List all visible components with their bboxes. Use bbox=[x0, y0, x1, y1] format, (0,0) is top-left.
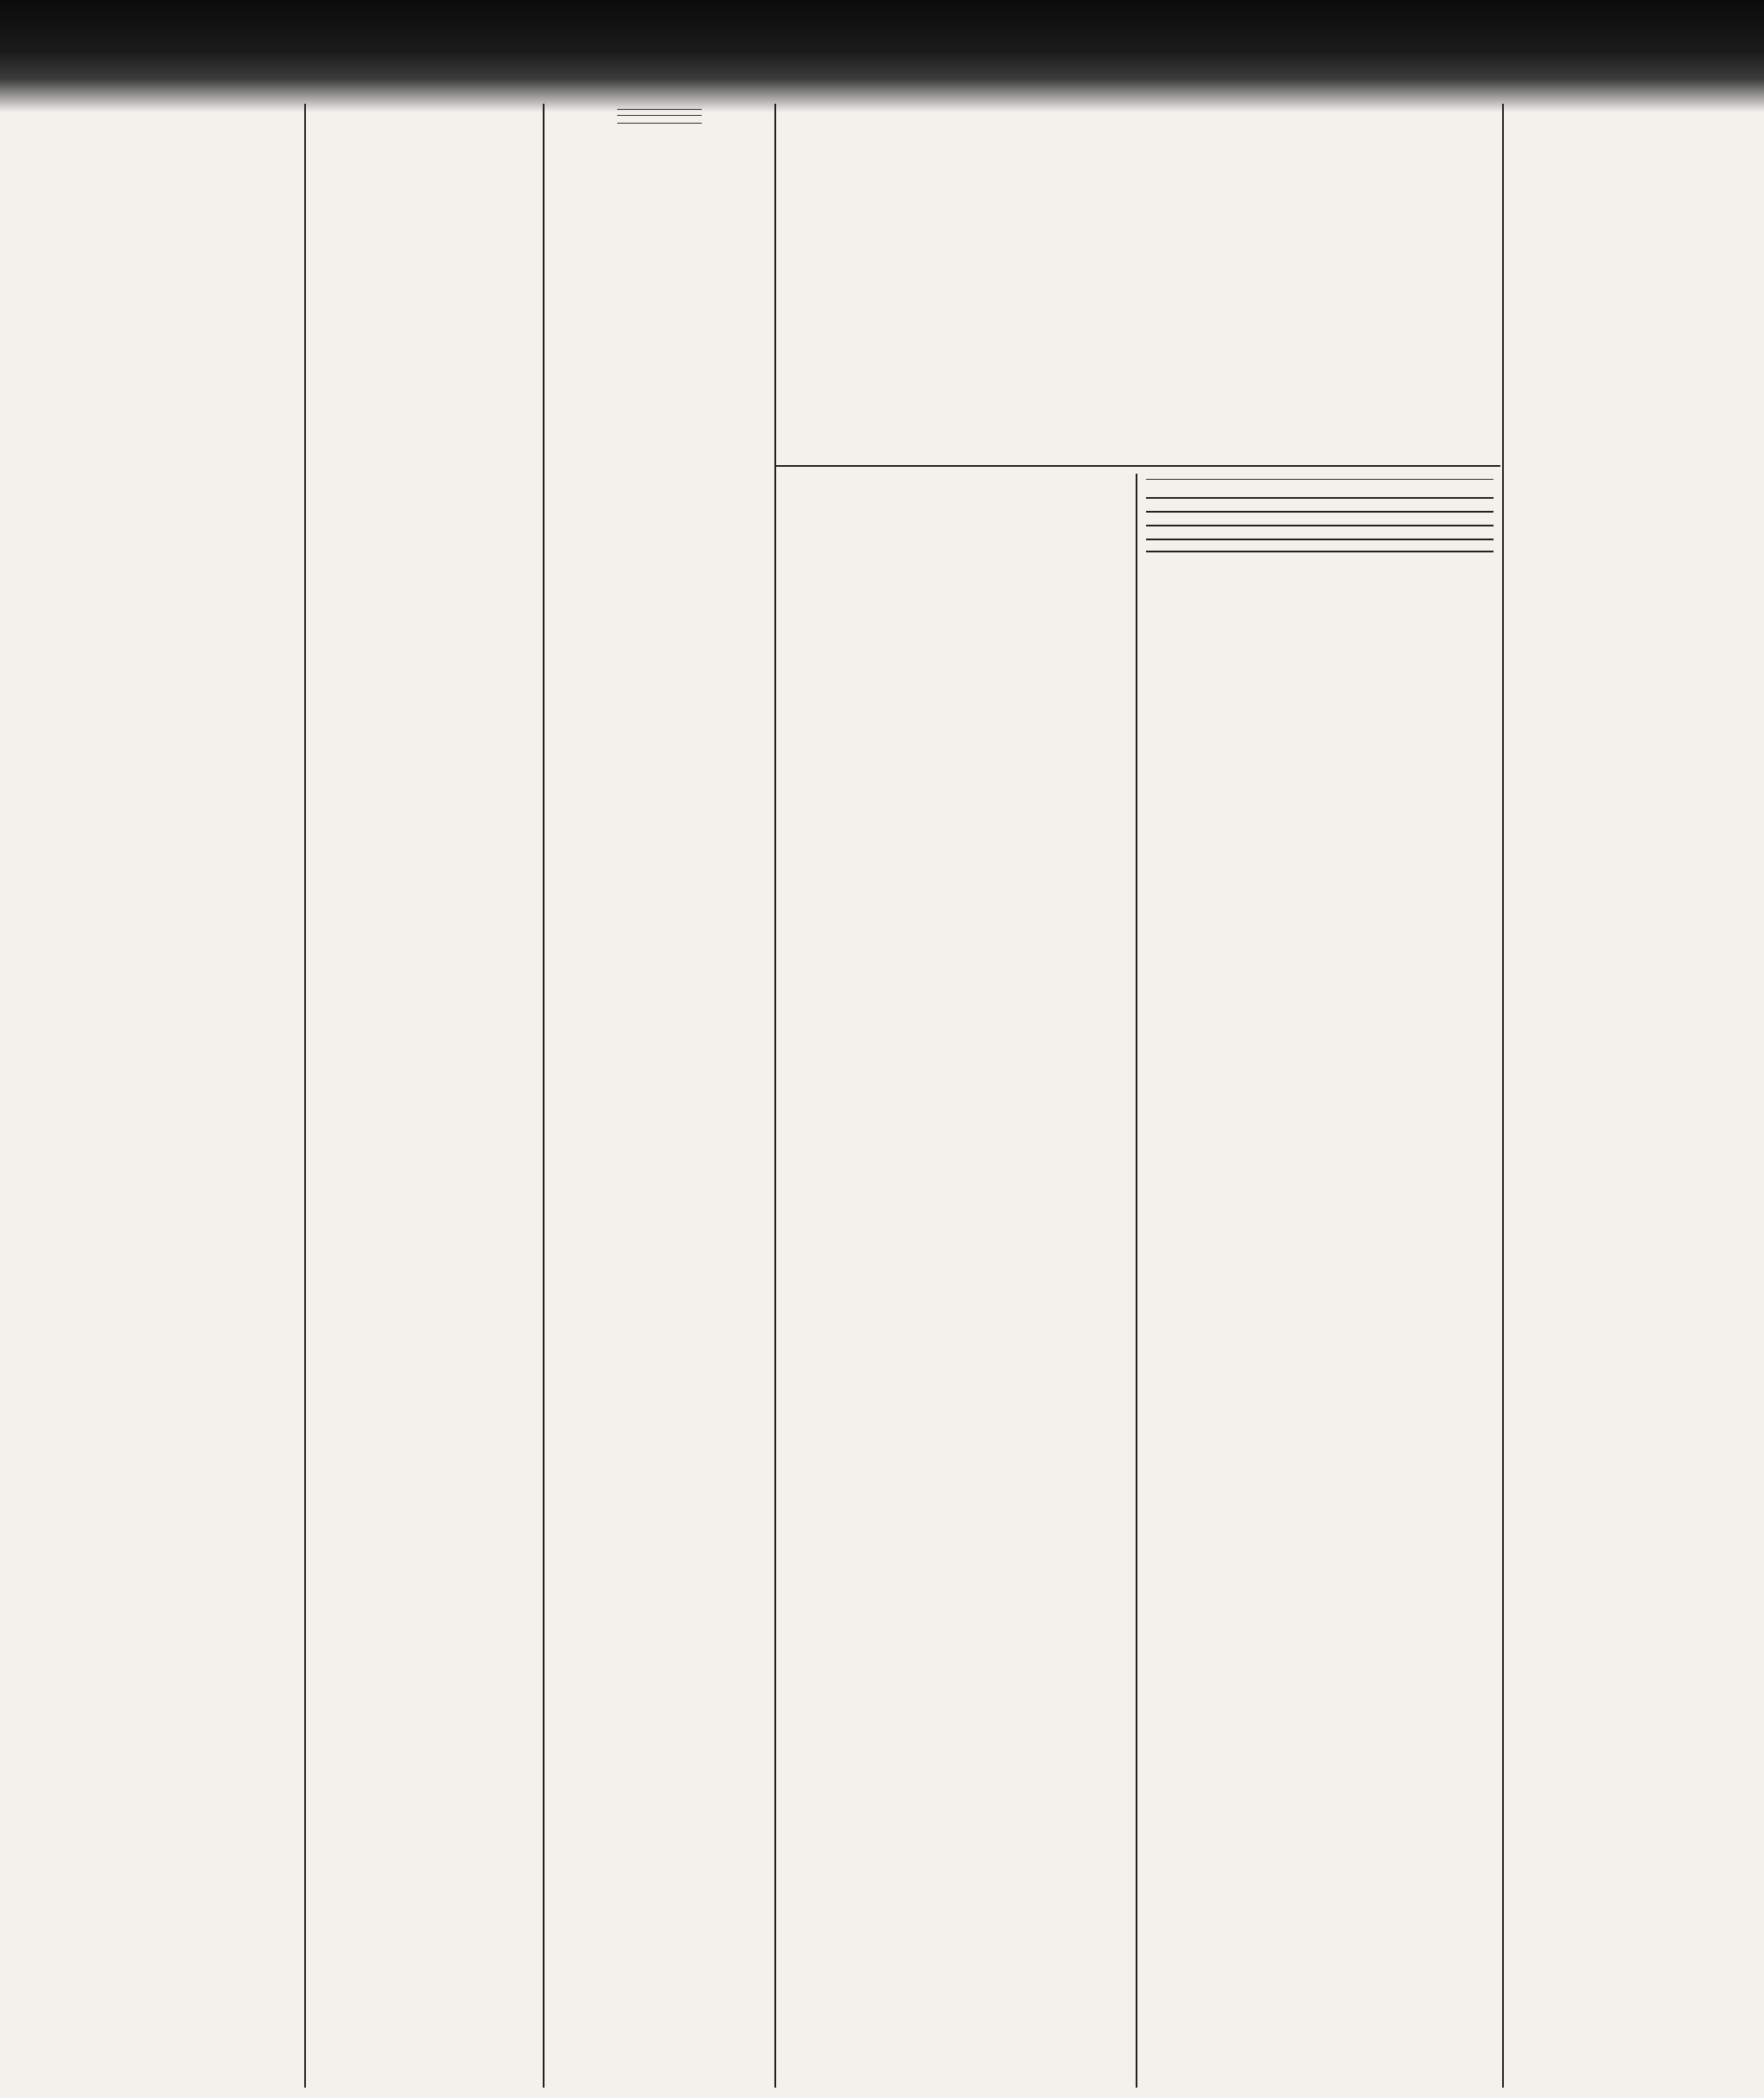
column-rule bbox=[304, 104, 306, 2088]
masthead-dark-band bbox=[0, 0, 1764, 112]
ad-new-fulton-hall bbox=[1146, 526, 1493, 540]
ad-new-maryland-house bbox=[1146, 499, 1493, 513]
ad-cliff-house bbox=[1146, 513, 1493, 526]
column-2 bbox=[308, 104, 541, 2089]
column-rule bbox=[1502, 104, 1504, 2088]
column-5 bbox=[1139, 474, 1500, 2089]
ad-hotel-press bbox=[1146, 485, 1493, 499]
divider bbox=[617, 115, 702, 116]
column-rule bbox=[543, 104, 544, 2088]
column-3 bbox=[546, 104, 773, 2089]
column-rule bbox=[1136, 474, 1137, 2088]
concert-advertisement bbox=[776, 104, 1500, 467]
unused-20 bbox=[1506, 104, 1519, 2089]
column-4 bbox=[778, 474, 1134, 2089]
divider bbox=[617, 123, 702, 124]
unused bbox=[1264, 104, 1277, 2089]
ad-dude-chop-house bbox=[1146, 540, 1493, 552]
divider bbox=[617, 109, 702, 110]
section-heading bbox=[1146, 479, 1493, 480]
column-1 bbox=[52, 104, 302, 2089]
